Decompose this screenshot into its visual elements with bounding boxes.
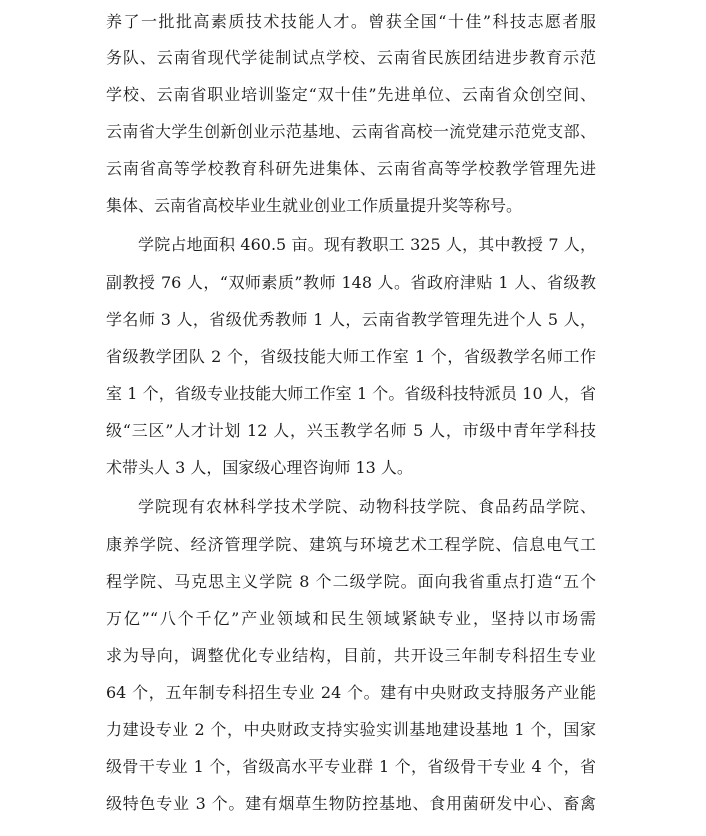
text-line: 级特色专业 3 个。建有烟草生物防控基地、食用菌研发中心、畜禽 <box>106 794 596 813</box>
text-line: 集体、云南省高校毕业生就业创业工作质量提升奖等称号。 <box>106 196 523 215</box>
text-line: 程学院、马克思主义学院 8 个二级学院。面向我省重点打造“五个 <box>106 572 596 591</box>
text-line: 术带头人 3 人，国家级心理咨询师 13 人。 <box>106 458 413 477</box>
text-line: 康养学院、经济管理学院、建筑与环境艺术工程学院、信息电气工 <box>106 535 596 554</box>
text-line: 学院现有农林科学技术学院、动物科技学院、食品药品学院、 <box>138 497 596 516</box>
text-line: 学院占地面积 460.5 亩。现有教职工 325 人，其中教授 7 人， <box>138 235 596 254</box>
text-line: 64 个，五年制专科招生专业 24 个。建有中央财政支持服务产业能 <box>106 683 596 702</box>
text-line: 副教授 76 人，“双师素质”教师 148 人。省政府津贴 1 人、省级教 <box>106 273 596 292</box>
text-line: 级“三区”人才计划 12 人，兴玉教学名师 5 人，市级中青年学科技 <box>106 421 596 440</box>
text-line: 省级教学团队 2 个，省级技能大师工作室 1 个，省级教学名师工作 <box>106 347 596 366</box>
text-line: 室 1 个，省级专业技能大师工作室 1 个。省级科技特派员 10 人，省 <box>106 384 596 403</box>
text-line: 万亿”“八个千亿”产业领域和民生领域紧缺专业，坚持以市场需 <box>106 609 596 628</box>
text-line: 云南省大学生创新创业示范基地、云南省高校一流党建示范党支部、 <box>106 122 596 141</box>
text-line: 学校、云南省职业培训鉴定“双十佳”先进单位、云南省众创空间、 <box>106 85 596 104</box>
text-line: 求为导向，调整优化专业结构，目前，共开设三年制专科招生专业 <box>106 646 596 665</box>
text-line: 级骨干专业 1 个，省级高水平专业群 1 个，省级骨干专业 4 个，省 <box>106 757 596 776</box>
text-line: 云南省高等学校教育科研先进集体、云南省高等学校教学管理先进 <box>106 159 596 178</box>
text-line: 务队、云南省现代学徒制试点学校、云南省民族团结进步教育示范 <box>106 48 596 67</box>
text-line: 学名师 3 人，省级优秀教师 1 人，云南省教学管理先进个人 5 人， <box>106 310 596 329</box>
text-line: 养了一批批高素质技术技能人才。曾获全国“十佳”科技志愿者服 <box>106 12 596 31</box>
text-line: 力建设专业 2 个，中央财政支持实验实训基地建设基地 1 个，国家 <box>106 720 596 739</box>
